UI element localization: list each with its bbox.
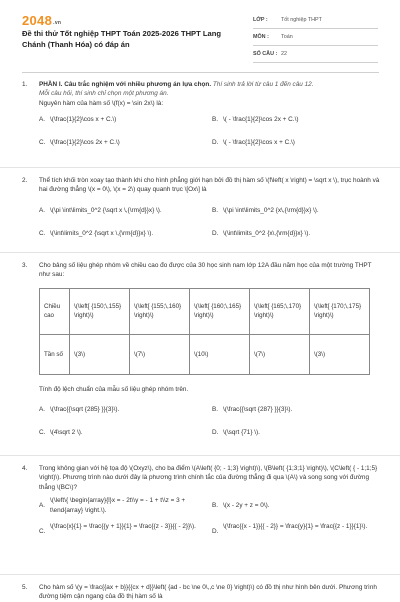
table-row (40, 334, 370, 374)
answer-options (39, 195, 384, 235)
question-4 (22, 464, 384, 550)
option-b[interactable] (212, 405, 292, 414)
question-separator (0, 167, 400, 168)
table-cell: \(\left[ {160;\,165} \right)\) (190, 288, 250, 334)
answer-options (39, 394, 384, 437)
instruction-text: Mỗi câu hỏi, thí sinh chỉ chọn một phương án. (39, 90, 169, 98)
question-text: Thể tích khối tròn xoay tạo thành khi cho hình phẳng giới hạn bởi đồ thị hàm số \(f\left( x \right) = \sqrt x \), trục hoành và hai đường thẳng \(x = 0\), \(x = 2\) quay quanh trục \[Ox\] là (39, 177, 380, 194)
option-text: \(\frac{{\sqrt {285} }}{3}\). (50, 406, 120, 414)
option-letter: D. (212, 528, 219, 536)
option-letter: C. (39, 139, 46, 147)
option-letter: C. (39, 229, 46, 237)
header-divider (22, 72, 379, 73)
meta-label: SỐ CÂU : (253, 51, 278, 57)
table-cell: \(\left[ {170;\,175} \right)\) (310, 288, 370, 334)
question-number: 4. (22, 465, 28, 472)
logo-number: 2048 (22, 13, 53, 28)
question-stem (39, 80, 384, 108)
option-c[interactable] (39, 428, 83, 437)
option-b[interactable] (212, 206, 319, 215)
option-a[interactable] (39, 496, 204, 515)
option-letter: B. (212, 116, 219, 124)
section-heading: PHẦN I. Câu trắc nghiệm với nhiều phương án lựa chọn. (39, 81, 212, 88)
option-letter: B. (212, 206, 219, 214)
option-text: \(\frac{{x - 1}}{{ - 2}} = \frac{y}{1} = \frac{{z - 1}}{1}\). (223, 523, 368, 531)
option-d[interactable] (212, 522, 392, 536)
option-text: \(\frac{x}{1} = \frac{{y + 1}}{1} = \frac{{z - 3}}{{ - 2}}\). (50, 523, 196, 531)
option-a[interactable] (39, 115, 116, 124)
page-title: Đề thi thử Tốt nghiệp THPT Toán 2025-2026 THPT Lang Chánh (Thanh Hóa) có đáp án (22, 29, 222, 49)
option-letter: D. (212, 429, 219, 437)
option-letter: B. (212, 406, 219, 414)
option-text: \(\frac{{\sqrt {287} }}{3}\). (223, 406, 293, 414)
option-b[interactable] (212, 115, 298, 124)
option-letter: C. (39, 429, 46, 437)
option-text: \(\int\limits_0^2 {\sqrt x \,{\rm{d}}x} \). (50, 229, 154, 237)
option-text: \( - \frac{1}{2}\cos 2x + C.\) (223, 116, 299, 124)
question-text: Tính độ lệch chuẩn của mẫu số liệu ghép nhóm trên. (39, 385, 189, 393)
question-2 (22, 176, 384, 235)
option-text: \(\left\{ \begin{array}{l}x = - 2t\\y = - 1 + t\\z = 3 + t\end{array} \right.\). (50, 497, 186, 514)
table-cell: \(10\) (190, 334, 250, 374)
option-text: \(4\sqrt 2 \). (50, 429, 83, 437)
option-d[interactable] (212, 428, 260, 437)
option-c[interactable] (39, 138, 120, 147)
option-letter: A. (39, 406, 46, 414)
logo-tld: .vn (53, 20, 62, 26)
instruction-text: Thí sinh trả lời từ câu 1 đến câu 12. (211, 81, 314, 88)
option-letter: A. (39, 206, 46, 214)
option-c[interactable] (39, 229, 153, 238)
question-number: 3. (22, 262, 28, 269)
option-a[interactable] (39, 206, 162, 215)
option-d[interactable] (212, 138, 295, 147)
question-number: 5. (22, 584, 28, 591)
frequency-table (39, 288, 370, 375)
question-1 (22, 80, 384, 147)
option-b[interactable] (212, 501, 270, 510)
option-text: \(x - 2y + z = 0\). (223, 502, 270, 510)
exam-meta (253, 12, 378, 63)
meta-value: Toán (281, 34, 293, 40)
question-number: 2. (22, 177, 28, 184)
meta-value: Tốt nghiệp THPT (281, 17, 322, 23)
option-text: \(\int\limits_0^2 {x\,{\rm{d}}x} \). (223, 229, 311, 237)
meta-label: MÔN : (253, 34, 269, 40)
meta-count (253, 46, 378, 63)
option-text: \( - \frac{1}{2}\cos x + C.\) (223, 139, 295, 147)
option-d[interactable] (212, 229, 310, 238)
frequency-table-wrapper (39, 288, 384, 375)
question-number: 1. (22, 81, 28, 88)
table-cell: \(7\) (250, 334, 310, 374)
meta-label: LỚP : (253, 17, 268, 23)
option-a[interactable] (39, 405, 119, 414)
table-cell: \(\left[ {150;\,155} \right)\) (70, 288, 130, 334)
option-text: \(\frac{1}{2}\cos x + C.\) (50, 116, 117, 124)
option-letter: D. (212, 139, 219, 147)
table-cell: \(7\) (130, 334, 190, 374)
page-header (0, 0, 400, 72)
meta-value: 22 (281, 51, 287, 57)
question-text: Cho hàm số \(y = \frac{{ax + b}}{{cx + d}}\left( {ad - bc \ne 0\,,c \ne 0} \right)\) có đồ thị như hình bên dưới. Phương trình đường tiệm cận ngang của đồ thị hàm số là (39, 584, 377, 601)
question-text: Cho bảng số liệu ghép nhóm về chiều cao đo được của 30 học sinh nam lớp 12A đầu năm học của một trường THPT như sau: (39, 262, 372, 279)
question-text: Nguyên hàm của hàm số \(f(x) = \sin 2x\) là: (39, 99, 164, 107)
table-row (40, 288, 370, 334)
option-letter: C. (39, 528, 46, 536)
option-text: \(\pi \int\limits_0^2 {x\,{\rm{d}}x} \). (223, 206, 319, 214)
question-5 (22, 583, 384, 602)
option-text: \(\sqrt {71} \). (223, 429, 260, 437)
question-separator (0, 455, 400, 456)
option-letter: A. (39, 502, 46, 510)
question-separator (0, 252, 400, 253)
option-letter: D. (212, 229, 219, 237)
meta-class (253, 12, 378, 29)
question-text: Trong không gian với hệ tọa độ \(Oxyz\), cho ba điểm \(A\left( {0; - 1;3} \right)\), \(B\left( {1;3;1} \right)\), \(C\left( { - 1;1;5} \right)\). Phương trình nào dưới đây là phương trình chính tắc của đường thẳng đi qua \(A\) và song song với đường thẳng \(BC\)? (39, 465, 378, 491)
question-3 (22, 261, 384, 437)
option-letter: B. (212, 502, 219, 510)
table-cell: \(\left[ {165;\,170} \right)\) (250, 288, 310, 334)
answer-options (39, 492, 384, 550)
table-row-header: Tần số (40, 334, 70, 374)
table-cell: \(3\) (310, 334, 370, 374)
option-c[interactable] (39, 522, 204, 536)
table-cell: \(\left[ {155;\,160} \right)\) (130, 288, 190, 334)
option-text: \(\frac{1}{2}\cos 2x + C.\) (50, 139, 120, 147)
question-separator (0, 574, 400, 575)
option-letter: A. (39, 116, 46, 124)
answer-options (39, 108, 384, 147)
option-text: \(\pi \int\limits_0^2 {\sqrt x \,{\rm{d}}x} \). (50, 206, 162, 214)
table-cell: \(3\) (70, 334, 130, 374)
site-logo[interactable] (22, 13, 61, 28)
table-row-header: Chiều cao (40, 288, 70, 334)
meta-subject (253, 29, 378, 46)
